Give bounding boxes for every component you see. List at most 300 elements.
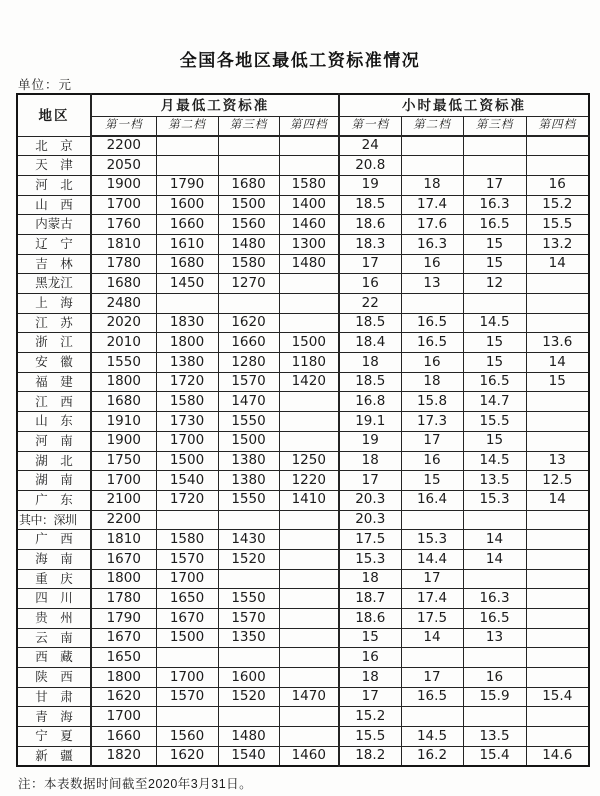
hourly-tier3-cell: 16.5 [463, 372, 526, 392]
region-cell: 青 海 [17, 707, 91, 727]
hourly-tier2-cell: 17.6 [401, 215, 463, 235]
hourly-tier4-cell: 15.2 [526, 195, 589, 215]
table-row [17, 313, 589, 333]
table-row [17, 136, 589, 156]
hourly-tier3-cell: 13 [463, 628, 526, 648]
monthly-tier1-cell: 2200 [91, 136, 156, 156]
hourly-tier3-cell: 15 [463, 353, 526, 373]
monthly-tier2-header: 第二档 [156, 116, 218, 136]
region-cell: 福 建 [17, 372, 91, 392]
monthly-tier4-cell: 1180 [279, 353, 339, 373]
monthly-tier4-cell: 1300 [279, 234, 339, 254]
monthly-tier4-cell: 1460 [279, 215, 339, 235]
hourly-tier1-cell: 17 [339, 471, 401, 491]
hourly-tier1-cell: 17.5 [339, 530, 401, 550]
hourly-tier4-cell [526, 294, 589, 314]
hourly-tier3-cell: 14.5 [463, 451, 526, 471]
monthly-group-header: 月最低工资标准 [91, 94, 339, 116]
region-cell: 海 南 [17, 549, 91, 569]
monthly-tier4-cell [279, 274, 339, 294]
footnote: 注：本表数据时间截至2020年3月31日。 [18, 777, 253, 791]
monthly-tier2-cell: 1580 [156, 530, 218, 550]
monthly-tier4-cell [279, 589, 339, 609]
hourly-tier2-cell: 17.4 [401, 589, 463, 609]
hourly-tier2-cell: 18 [401, 175, 463, 195]
monthly-tier2-cell: 1830 [156, 313, 218, 333]
region-cell: 江 西 [17, 392, 91, 412]
hourly-tier1-cell: 15.3 [339, 549, 401, 569]
monthly-tier1-cell: 1670 [91, 628, 156, 648]
monthly-tier4-cell: 1410 [279, 490, 339, 510]
table-row [17, 234, 589, 254]
hourly-tier2-cell: 17 [401, 431, 463, 451]
monthly-tier3-cell: 1480 [218, 234, 279, 254]
region-cell: 河 北 [17, 175, 91, 195]
monthly-tier2-cell: 1700 [156, 431, 218, 451]
hourly-tier4-cell: 13.6 [526, 333, 589, 353]
monthly-tier2-cell: 1600 [156, 195, 218, 215]
hourly-tier4-cell [526, 549, 589, 569]
monthly-tier3-cell: 1280 [218, 353, 279, 373]
hourly-tier1-cell: 16 [339, 648, 401, 668]
region-cell: 其中：深圳 [17, 510, 91, 530]
region-cell: 陕 西 [17, 668, 91, 688]
hourly-tier3-cell: 17 [463, 175, 526, 195]
hourly-tier3-cell: 15 [463, 333, 526, 353]
monthly-tier4-cell: 1480 [279, 254, 339, 274]
table-row [17, 727, 589, 747]
monthly-tier1-cell: 1820 [91, 746, 156, 766]
monthly-tier3-cell: 1380 [218, 451, 279, 471]
hourly-tier3-header: 第三档 [463, 116, 526, 136]
monthly-tier3-cell [218, 648, 279, 668]
region-cell: 湖 南 [17, 471, 91, 491]
monthly-tier1-cell: 1750 [91, 451, 156, 471]
hourly-tier1-cell: 18.5 [339, 313, 401, 333]
monthly-tier3-cell: 1550 [218, 412, 279, 432]
monthly-tier2-cell: 1730 [156, 412, 218, 432]
hourly-tier4-cell [526, 412, 589, 432]
table-row [17, 530, 589, 550]
region-cell: 西 藏 [17, 648, 91, 668]
monthly-tier4-cell [279, 156, 339, 176]
hourly-tier3-cell: 16 [463, 668, 526, 688]
monthly-tier4-cell: 1220 [279, 471, 339, 491]
hourly-tier4-cell: 13.2 [526, 234, 589, 254]
monthly-tier3-cell: 1580 [218, 254, 279, 274]
monthly-tier3-cell [218, 136, 279, 156]
hourly-tier2-cell: 13 [401, 274, 463, 294]
hourly-tier1-cell: 18.6 [339, 609, 401, 629]
hourly-tier1-cell: 18.7 [339, 589, 401, 609]
region-cell: 新 疆 [17, 746, 91, 766]
hourly-tier1-cell: 20.3 [339, 490, 401, 510]
hourly-tier1-cell: 18 [339, 353, 401, 373]
hourly-tier3-cell [463, 156, 526, 176]
region-cell: 甘 肃 [17, 687, 91, 707]
hourly-tier3-cell: 13.5 [463, 727, 526, 747]
monthly-tier1-cell: 1680 [91, 274, 156, 294]
hourly-tier4-cell [526, 431, 589, 451]
hourly-tier2-cell: 17 [401, 668, 463, 688]
monthly-tier4-cell: 1460 [279, 746, 339, 766]
monthly-tier2-cell: 1680 [156, 254, 218, 274]
monthly-tier3-cell: 1270 [218, 274, 279, 294]
monthly-tier1-cell: 1810 [91, 530, 156, 550]
region-cell: 山 东 [17, 412, 91, 432]
monthly-tier1-cell: 1800 [91, 569, 156, 589]
monthly-tier3-cell: 1550 [218, 589, 279, 609]
monthly-tier1-cell: 1650 [91, 648, 156, 668]
monthly-tier3-cell: 1350 [218, 628, 279, 648]
monthly-tier2-cell: 1560 [156, 727, 218, 747]
hourly-tier2-cell: 16.5 [401, 333, 463, 353]
hourly-tier1-cell: 15.2 [339, 707, 401, 727]
table-row [17, 412, 589, 432]
monthly-tier3-cell: 1570 [218, 609, 279, 629]
hourly-tier2-cell: 16 [401, 353, 463, 373]
monthly-tier3-cell [218, 569, 279, 589]
region-cell: 山 西 [17, 195, 91, 215]
hourly-tier1-cell: 18 [339, 668, 401, 688]
hourly-tier1-cell: 19 [339, 175, 401, 195]
monthly-tier2-cell: 1500 [156, 628, 218, 648]
monthly-tier1-cell: 1680 [91, 392, 156, 412]
hourly-tier1-cell: 19 [339, 431, 401, 451]
monthly-tier1-cell: 1700 [91, 195, 156, 215]
hourly-tier4-cell [526, 668, 589, 688]
monthly-tier1-cell: 1800 [91, 372, 156, 392]
hourly-tier2-cell: 17 [401, 569, 463, 589]
monthly-tier2-cell [156, 510, 218, 530]
hourly-tier3-cell: 15 [463, 431, 526, 451]
hourly-tier3-cell: 16.3 [463, 589, 526, 609]
monthly-tier2-cell: 1450 [156, 274, 218, 294]
monthly-tier3-header: 第三档 [218, 116, 279, 136]
monthly-tier4-cell [279, 707, 339, 727]
hourly-tier4-cell [526, 274, 589, 294]
monthly-tier1-cell: 1760 [91, 215, 156, 235]
monthly-tier1-cell: 1780 [91, 589, 156, 609]
monthly-tier4-cell [279, 294, 339, 314]
hourly-tier1-cell: 18.5 [339, 372, 401, 392]
hourly-tier2-cell: 16.5 [401, 687, 463, 707]
hourly-tier4-cell [526, 569, 589, 589]
table-row [17, 254, 589, 274]
hourly-tier1-cell: 18.2 [339, 746, 401, 766]
monthly-tier3-cell: 1520 [218, 687, 279, 707]
region-cell: 河 南 [17, 431, 91, 451]
monthly-tier4-cell: 1420 [279, 372, 339, 392]
monthly-tier1-cell: 2010 [91, 333, 156, 353]
hourly-tier2-cell [401, 136, 463, 156]
monthly-tier1-cell: 2200 [91, 510, 156, 530]
hourly-tier2-cell [401, 156, 463, 176]
region-cell: 宁 夏 [17, 727, 91, 747]
hourly-tier3-cell [463, 569, 526, 589]
monthly-tier4-cell [279, 510, 339, 530]
monthly-tier4-cell [279, 412, 339, 432]
hourly-tier4-cell [526, 648, 589, 668]
monthly-tier2-cell: 1380 [156, 353, 218, 373]
table-row [17, 333, 589, 353]
region-cell: 湖 北 [17, 451, 91, 471]
monthly-tier4-cell: 1580 [279, 175, 339, 195]
table-row [17, 668, 589, 688]
monthly-tier4-cell: 1470 [279, 687, 339, 707]
monthly-tier2-cell: 1570 [156, 549, 218, 569]
hourly-tier3-cell: 15.4 [463, 746, 526, 766]
hourly-tier2-cell: 16 [401, 451, 463, 471]
table-row [17, 392, 589, 412]
hourly-tier4-cell: 12.5 [526, 471, 589, 491]
hourly-tier1-cell: 17 [339, 254, 401, 274]
monthly-tier4-header: 第四档 [279, 116, 339, 136]
hourly-tier3-cell: 14 [463, 530, 526, 550]
monthly-tier3-cell: 1380 [218, 471, 279, 491]
hourly-tier1-cell: 17 [339, 687, 401, 707]
hourly-tier4-cell: 15 [526, 372, 589, 392]
monthly-tier4-cell [279, 569, 339, 589]
monthly-tier3-cell: 1540 [218, 746, 279, 766]
hourly-tier2-cell: 14.4 [401, 549, 463, 569]
monthly-tier2-cell: 1800 [156, 333, 218, 353]
table-row [17, 746, 589, 766]
monthly-tier3-cell: 1480 [218, 727, 279, 747]
monthly-tier1-cell: 1910 [91, 412, 156, 432]
hourly-tier3-cell: 16.3 [463, 195, 526, 215]
hourly-tier1-cell: 18.6 [339, 215, 401, 235]
hourly-group-header: 小时最低工资标准 [339, 94, 589, 116]
page-title: 全国各地区最低工资标准情况 [179, 51, 421, 70]
hourly-tier2-cell [401, 707, 463, 727]
region-cell: 吉 林 [17, 254, 91, 274]
monthly-tier1-cell: 1700 [91, 471, 156, 491]
monthly-tier2-cell [156, 707, 218, 727]
unit-label: 单位：元 [18, 78, 73, 92]
table-row [17, 451, 589, 471]
hourly-tier3-cell: 15 [463, 254, 526, 274]
hourly-tier3-cell: 16.5 [463, 215, 526, 235]
monthly-tier4-cell [279, 136, 339, 156]
hourly-tier4-cell [526, 392, 589, 412]
hourly-tier3-cell [463, 510, 526, 530]
region-cell: 贵 州 [17, 609, 91, 629]
monthly-tier2-cell: 1570 [156, 687, 218, 707]
hourly-tier3-cell [463, 707, 526, 727]
monthly-tier3-cell [218, 294, 279, 314]
hourly-tier3-cell: 14 [463, 549, 526, 569]
monthly-tier1-cell: 2480 [91, 294, 156, 314]
hourly-tier3-cell: 12 [463, 274, 526, 294]
hourly-tier2-cell: 18 [401, 372, 463, 392]
hourly-tier1-cell: 15.5 [339, 727, 401, 747]
monthly-tier4-cell [279, 609, 339, 629]
region-cell: 江 苏 [17, 313, 91, 333]
hourly-tier1-cell: 18.3 [339, 234, 401, 254]
hourly-tier3-cell [463, 294, 526, 314]
monthly-tier2-cell: 1700 [156, 569, 218, 589]
hourly-tier3-cell [463, 648, 526, 668]
monthly-tier2-cell: 1700 [156, 668, 218, 688]
monthly-tier2-cell: 1790 [156, 175, 218, 195]
hourly-tier1-cell: 20.3 [339, 510, 401, 530]
table-row [17, 274, 589, 294]
hourly-tier1-cell: 18.4 [339, 333, 401, 353]
hourly-tier1-cell: 15 [339, 628, 401, 648]
table-row [17, 215, 589, 235]
monthly-tier1-cell: 1660 [91, 727, 156, 747]
hourly-tier4-cell [526, 628, 589, 648]
hourly-tier2-cell: 16.4 [401, 490, 463, 510]
monthly-tier1-cell: 1550 [91, 353, 156, 373]
table-row [17, 569, 589, 589]
hourly-tier1-cell: 16 [339, 274, 401, 294]
hourly-tier4-cell [526, 530, 589, 550]
monthly-tier3-cell: 1550 [218, 490, 279, 510]
monthly-tier3-cell: 1570 [218, 372, 279, 392]
hourly-tier4-cell [526, 156, 589, 176]
hourly-tier2-cell: 16.3 [401, 234, 463, 254]
monthly-tier1-cell: 1800 [91, 668, 156, 688]
monthly-tier2-cell: 1620 [156, 746, 218, 766]
monthly-tier1-cell: 2100 [91, 490, 156, 510]
hourly-tier4-cell [526, 727, 589, 747]
monthly-tier4-cell: 1400 [279, 195, 339, 215]
monthly-tier4-cell [279, 549, 339, 569]
monthly-tier3-cell: 1520 [218, 549, 279, 569]
hourly-tier2-cell: 16.2 [401, 746, 463, 766]
monthly-tier4-cell: 1250 [279, 451, 339, 471]
monthly-tier3-cell: 1660 [218, 333, 279, 353]
region-cell: 上 海 [17, 294, 91, 314]
hourly-tier4-header: 第四档 [526, 116, 589, 136]
table-header-group-row [17, 94, 589, 116]
monthly-tier4-cell [279, 392, 339, 412]
table-row [17, 471, 589, 491]
monthly-tier2-cell: 1540 [156, 471, 218, 491]
hourly-tier2-cell: 14 [401, 628, 463, 648]
table-body [17, 136, 589, 766]
monthly-tier4-cell [279, 727, 339, 747]
minimum-wage-table [16, 93, 590, 767]
hourly-tier4-cell: 14 [526, 254, 589, 274]
hourly-tier3-cell: 15.5 [463, 412, 526, 432]
hourly-tier3-cell: 15.3 [463, 490, 526, 510]
monthly-tier1-cell: 1900 [91, 431, 156, 451]
monthly-tier3-cell: 1470 [218, 392, 279, 412]
monthly-tier3-cell [218, 510, 279, 530]
hourly-tier1-cell: 20.8 [339, 156, 401, 176]
hourly-tier4-cell: 15.4 [526, 687, 589, 707]
hourly-tier3-cell [463, 136, 526, 156]
table-row [17, 648, 589, 668]
region-cell: 四 川 [17, 589, 91, 609]
hourly-tier4-cell [526, 707, 589, 727]
hourly-tier2-cell: 15 [401, 471, 463, 491]
hourly-tier2-cell [401, 510, 463, 530]
monthly-tier1-header: 第一档 [91, 116, 156, 136]
hourly-tier3-cell: 15 [463, 234, 526, 254]
monthly-tier2-cell: 1610 [156, 234, 218, 254]
hourly-tier1-cell: 16.8 [339, 392, 401, 412]
hourly-tier3-cell: 14.5 [463, 313, 526, 333]
table-row [17, 175, 589, 195]
hourly-tier1-cell: 19.1 [339, 412, 401, 432]
monthly-tier3-cell: 1620 [218, 313, 279, 333]
region-cell: 云 南 [17, 628, 91, 648]
region-cell: 黑龙江 [17, 274, 91, 294]
hourly-tier4-cell: 13 [526, 451, 589, 471]
table-row [17, 294, 589, 314]
hourly-tier2-cell: 16.5 [401, 313, 463, 333]
monthly-tier4-cell [279, 431, 339, 451]
region-cell: 辽 宁 [17, 234, 91, 254]
table-row [17, 589, 589, 609]
hourly-tier2-header: 第二档 [401, 116, 463, 136]
monthly-tier2-cell: 1720 [156, 490, 218, 510]
hourly-tier1-cell: 24 [339, 136, 401, 156]
hourly-tier4-cell [526, 313, 589, 333]
table-row [17, 628, 589, 648]
monthly-tier1-cell: 2050 [91, 156, 156, 176]
monthly-tier1-cell: 1670 [91, 549, 156, 569]
hourly-tier4-cell [526, 589, 589, 609]
monthly-tier2-cell [156, 136, 218, 156]
monthly-tier1-cell: 1790 [91, 609, 156, 629]
hourly-tier4-cell: 14 [526, 490, 589, 510]
monthly-tier3-cell: 1430 [218, 530, 279, 550]
table-row [17, 549, 589, 569]
region-cell: 浙 江 [17, 333, 91, 353]
monthly-tier1-cell: 2020 [91, 313, 156, 333]
hourly-tier2-cell: 17.5 [401, 609, 463, 629]
region-column-header: 地区 [17, 94, 91, 136]
monthly-tier3-cell: 1680 [218, 175, 279, 195]
monthly-tier1-cell: 1700 [91, 707, 156, 727]
table-row [17, 372, 589, 392]
monthly-tier4-cell [279, 648, 339, 668]
hourly-tier1-cell: 22 [339, 294, 401, 314]
hourly-tier1-cell: 18.5 [339, 195, 401, 215]
hourly-tier2-cell: 17.3 [401, 412, 463, 432]
table-row [17, 510, 589, 530]
hourly-tier3-cell: 15.9 [463, 687, 526, 707]
table-row [17, 707, 589, 727]
monthly-tier2-cell: 1670 [156, 609, 218, 629]
hourly-tier3-cell: 14.7 [463, 392, 526, 412]
hourly-tier4-cell: 14 [526, 353, 589, 373]
hourly-tier3-cell: 13.5 [463, 471, 526, 491]
monthly-tier2-cell [156, 294, 218, 314]
hourly-tier4-cell: 16 [526, 175, 589, 195]
hourly-tier2-cell [401, 648, 463, 668]
table-row [17, 195, 589, 215]
monthly-tier4-cell [279, 530, 339, 550]
monthly-tier2-cell: 1580 [156, 392, 218, 412]
hourly-tier4-cell [526, 510, 589, 530]
monthly-tier3-cell: 1500 [218, 431, 279, 451]
monthly-tier2-cell: 1500 [156, 451, 218, 471]
region-cell: 广 西 [17, 530, 91, 550]
region-cell: 天 津 [17, 156, 91, 176]
monthly-tier3-cell: 1500 [218, 195, 279, 215]
monthly-tier3-cell [218, 156, 279, 176]
hourly-tier4-cell: 14.6 [526, 746, 589, 766]
hourly-tier2-cell [401, 294, 463, 314]
region-cell: 内蒙古 [17, 215, 91, 235]
hourly-tier1-header: 第一档 [339, 116, 401, 136]
